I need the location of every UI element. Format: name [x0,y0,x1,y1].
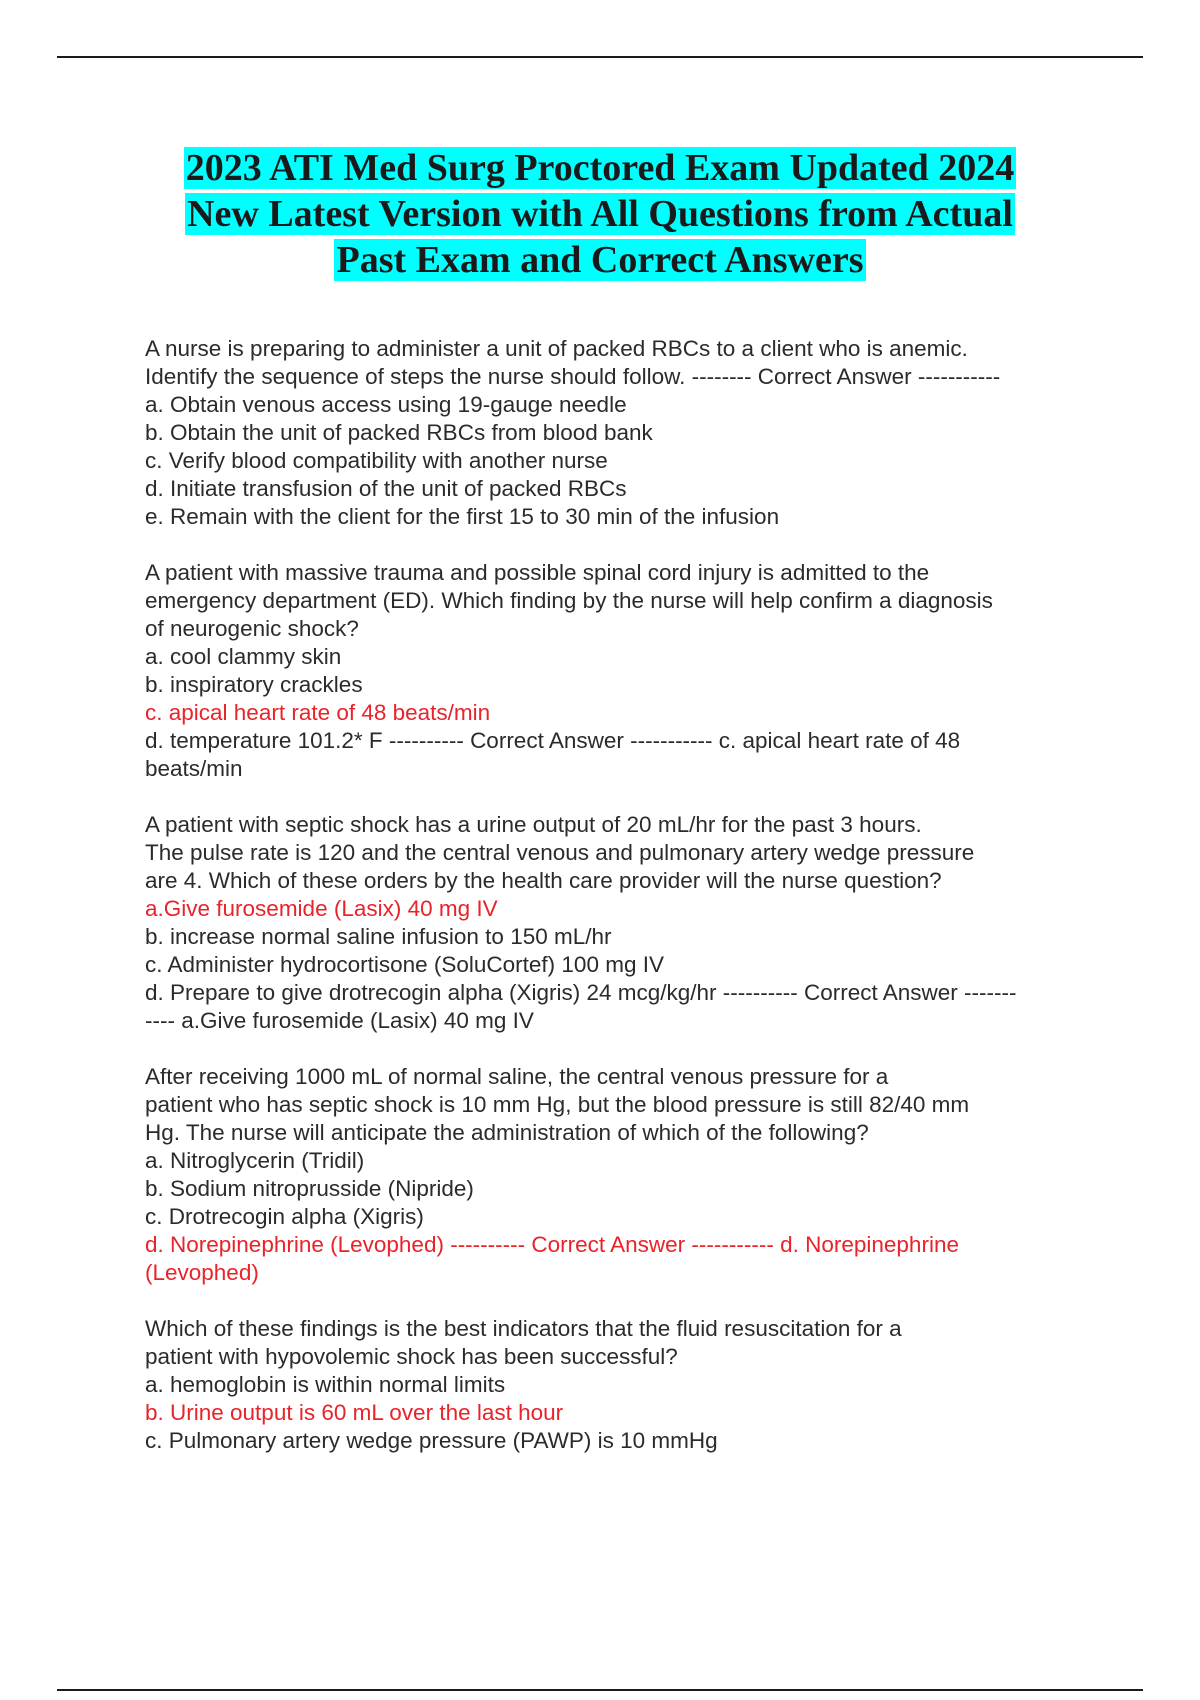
question-line: patient who has septic shock is 10 mm Hg, but the blood pressure is still 82/40 mm [145,1092,970,1117]
question-block [145,559,1095,783]
title-line-2: New Latest Version with All Questions from Actual [187,193,1013,235]
question-line: The pulse rate is 120 and the central venous and pulmonary artery wedge pressure [145,840,975,865]
question-line: emergency department (ED). Which finding by the nurse will help confirm a diagnosis [145,588,993,613]
question-line: c. Drotrecogin alpha (Xigris) [145,1204,424,1229]
question-line: d. Initiate transfusion of the unit of packed RBCs [145,476,627,501]
title-line-1: 2023 ATI Med Surg Proctored Exam Updated 2024 [185,147,1015,189]
question-line: Hg. The nurse will anticipate the administration of which of the following? [145,1120,869,1145]
question-line: of neurogenic shock? [145,616,359,641]
answer-line: d. Norepinephrine (Levophed) ---------- Correct Answer ----------- d. Norepinephrine [145,1232,959,1257]
bottom-rule [57,1689,1143,1691]
question-line: A nurse is preparing to administer a unit of packed RBCs to a client who is anemic. [145,336,968,361]
answer-line: c. apical heart rate of 48 beats/min [145,700,491,725]
question-line: d. Prepare to give drotrecogin alpha (Xigris) 24 mcg/kg/hr ---------- Correct Answer ------- [145,980,1017,1005]
question-line: e. Remain with the client for the first 15 to 30 min of the infusion [145,504,780,529]
question-line: A patient with septic shock has a urine output of 20 mL/hr for the past 3 hours. [145,812,922,837]
question-line: b. inspiratory crackles [145,672,363,697]
question-line: ---- a.Give furosemide (Lasix) 40 mg IV [145,1008,534,1033]
question-line: are 4. Which of these orders by the health care provider will the nurse question? [145,868,942,893]
document-title-block [60,145,1140,283]
question-block [145,1315,1095,1455]
question-line: Which of these findings is the best indicators that the fluid resuscitation for a [145,1316,902,1341]
question-line: After receiving 1000 mL of normal saline, the central venous pressure for a [145,1064,889,1089]
question-line: c. Verify blood compatibility with another nurse [145,448,608,473]
question-line: a. Obtain venous access using 19-gauge needle [145,392,627,417]
question-line: beats/min [145,756,243,781]
question-line: Identify the sequence of steps the nurse should follow. -------- Correct Answer ----------- [145,364,1001,389]
question-line: A patient with massive trauma and possible spinal cord injury is admitted to the [145,560,930,585]
top-rule [57,56,1143,58]
answer-line: a.Give furosemide (Lasix) 40 mg IV [145,896,498,921]
question-block [145,811,1095,1035]
question-line: d. temperature 101.2* F ---------- Correct Answer ----------- c. apical heart rate of 48 [145,728,961,753]
answer-line: (Levophed) [145,1260,259,1285]
question-line: c. Pulmonary artery wedge pressure (PAWP) is 10 mmHg [145,1428,718,1453]
question-block [145,335,1095,531]
question-line: b. increase normal saline infusion to 150 mL/hr [145,924,612,949]
question-block [145,1063,1095,1287]
questions-list [145,335,1095,1483]
document-title [60,145,1140,283]
question-line: patient with hypovolemic shock has been successful? [145,1344,678,1369]
title-line-3: Past Exam and Correct Answers [336,239,864,281]
question-line: a. Nitroglycerin (Tridil) [145,1148,365,1173]
question-line: a. hemoglobin is within normal limits [145,1372,506,1397]
answer-line: b. Urine output is 60 mL over the last hour [145,1400,564,1425]
question-line: b. Sodium nitroprusside (Nipride) [145,1176,474,1201]
question-line: c. Administer hydrocortisone (SoluCortef) 100 mg IV [145,952,664,977]
question-line: b. Obtain the unit of packed RBCs from blood bank [145,420,653,445]
question-line: a. cool clammy skin [145,644,342,669]
